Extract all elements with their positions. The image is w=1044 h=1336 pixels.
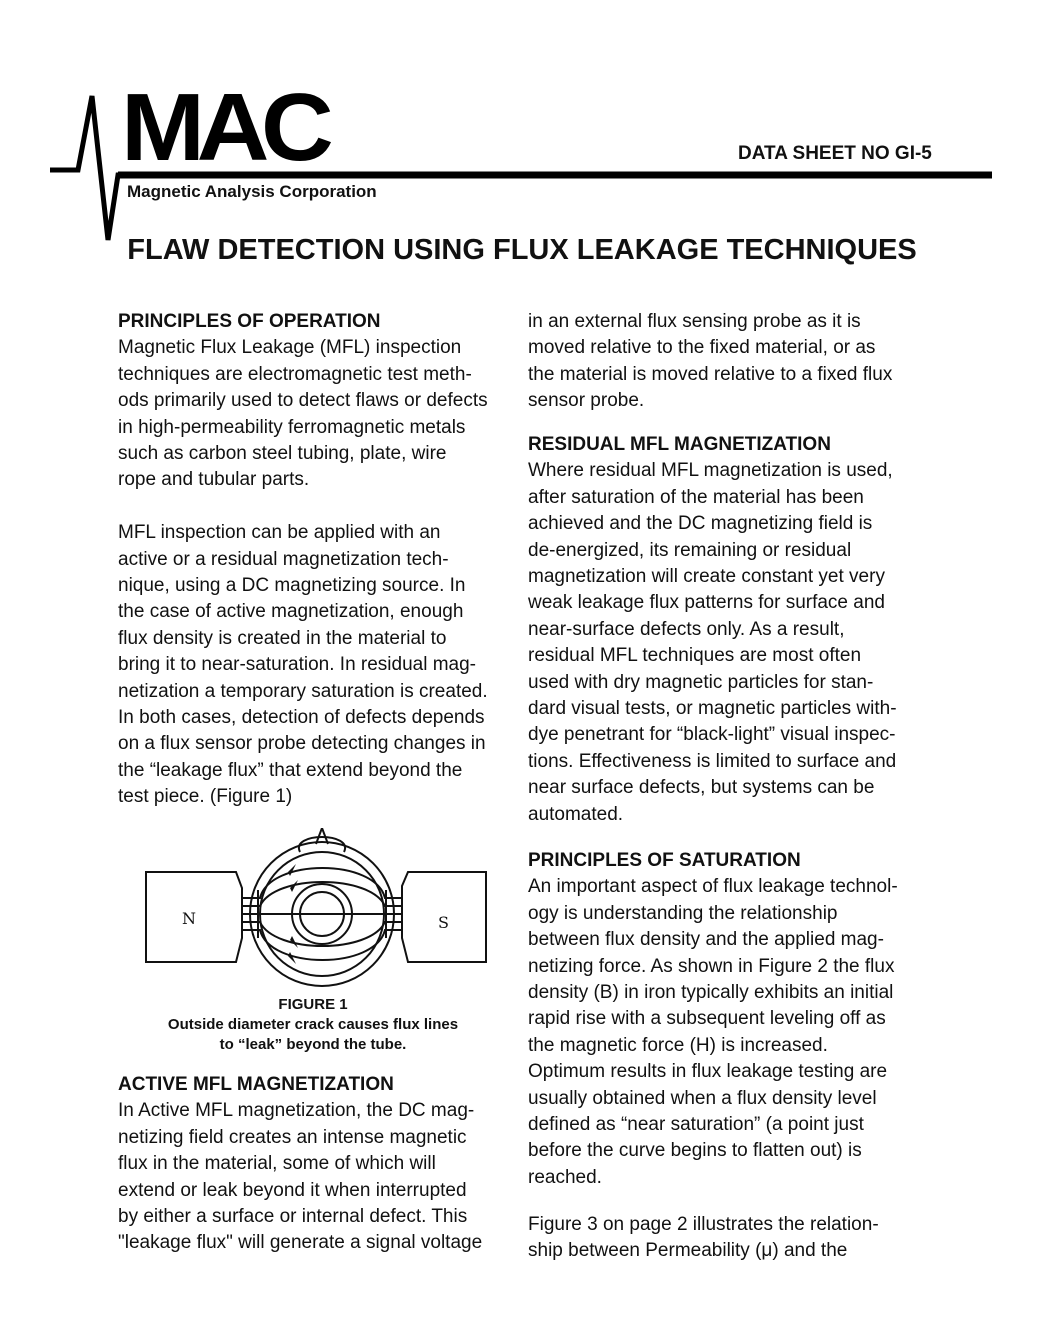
- figure-1-diagram: [140, 828, 500, 993]
- right-column-top: [528, 309, 928, 415]
- flux-arrow-1: [288, 864, 296, 876]
- caption-line: to “leak” beyond the tube.: [219, 1036, 407, 1053]
- left-column-bottom: [118, 1072, 518, 1257]
- heading-residual-mfl-magnetization: RESIDUAL MFL MAGNETIZATION: [528, 434, 831, 455]
- paragraph-probe-continuation: in an external flux sensing probe as it is moved relative to the fixed material, or as the material is moved relative to a fixed flux sensor probe.: [528, 311, 893, 412]
- flux-arrow-4: [288, 952, 296, 964]
- heading-principles-of-saturation: PRINCIPLES OF SATURATION: [528, 850, 801, 871]
- right-column-residual: [528, 432, 928, 828]
- paragraph-residual-mfl: Where residual MFL magnetization is used, after saturation of the material has been achieved and the DC magnetizing field is de-energized, its remaining or residual magnetization will create constant yet very weak leakage flux patterns for surface and near-surface defects only. As a result, residual MFL techniques are most often used with dry magnetic particles for stan- dard visual tests, or magnetic particles with- dye penetrant for “black-light” visual inspec- tions. Effectiveness is limited to surface and near surface defects, but systems can be automated.: [528, 460, 897, 825]
- data-sheet-number: DATA SHEET NO GI-5: [738, 143, 932, 164]
- heading-principles-of-operation: PRINCIPLES OF OPERATION: [118, 311, 381, 332]
- paragraph-mfl-intro: Magnetic Flux Leakage (MFL) inspection techniques are electromagnetic test meth- ods primarily used to detect flaws or defects in high-permeability ferromagnetic metals such as carbon steel tubing, plate, wire rope and tubular parts.: [118, 337, 488, 491]
- caption-line: Outside diameter crack causes flux lines: [167, 1016, 459, 1033]
- paragraph-mfl-application: MFL inspection can be applied with an active or a residual magnetization tech- nique, using a DC magnetizing source. In the case of active magnetization, enough flux density is created in the material to bring it to near-saturation. In residual mag- netization a temporary saturation is created. In both cases, detection of defects depends on a flux sensor probe detecting changes in the “leakage flux” that extend beyond the test piece. (Figure 1): [118, 522, 488, 808]
- paragraph-saturation: An important aspect of flux leakage technol- ogy is understanding the relationship between flux density and the applied mag- netizing force. As shown in Figure 2 the flux density (B) in iron typically exhibits an initial rapid rise with a subsequent leveling off as the magnetic force (H) is increased. Optimum results in flux leakage testing are usually obtained when a flux density level defined as “near saturation” (a point just before the curve begins to flatten out) is reached.: [528, 876, 898, 1188]
- paragraph-active-mfl: In Active MFL magnetization, the DC mag- netizing field creates an intense magnetic flux in the material, some of which will extend or leak beyond it when interrupted by either a surface or internal defect. This "leakage flux" will generate a signal voltage: [118, 1100, 483, 1254]
- paragraph-figure-3-reference: Figure 3 on page 2 illustrates the relation- ship between Permeability (μ) and the: [528, 1214, 879, 1262]
- pole-label-n: N: [182, 909, 196, 928]
- company-name: Magnetic Analysis Corporation: [127, 182, 377, 201]
- pole-label-s: S: [438, 913, 449, 932]
- heading-active-mfl-magnetization: ACTIVE MFL MAGNETIZATION: [118, 1074, 394, 1095]
- figure-1-caption: [120, 995, 506, 1055]
- right-column-saturation: [528, 848, 928, 1191]
- mac-logo: MAC: [121, 74, 326, 181]
- page-title: FLAW DETECTION USING FLUX LEAKAGE TECHNIQUES: [127, 234, 917, 266]
- right-column-bottom: [528, 1212, 928, 1265]
- left-column-top: [118, 309, 518, 811]
- figure-label: FIGURE 1: [278, 996, 348, 1013]
